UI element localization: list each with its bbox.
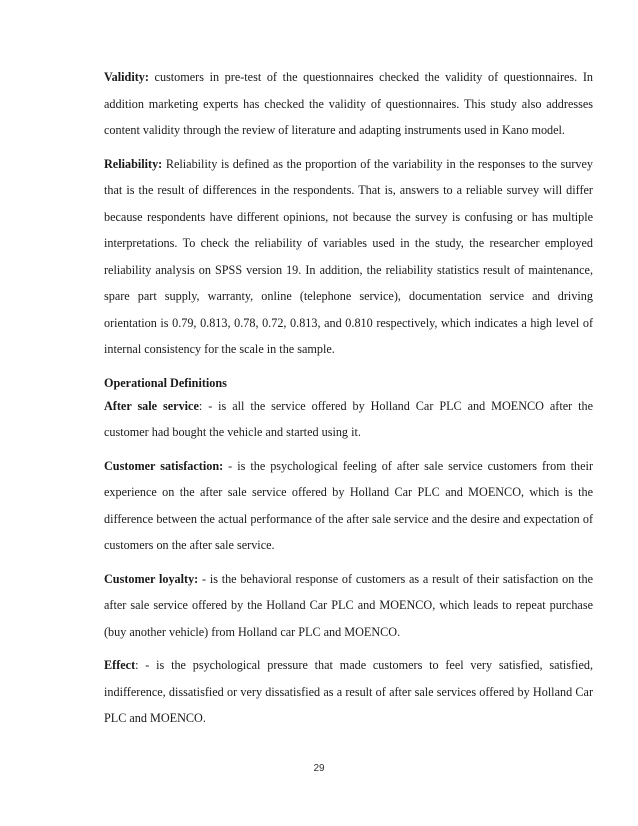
- validity-term: Validity:: [104, 70, 149, 84]
- document-body: [104, 64, 593, 732]
- customer-loyalty-text: - is the behavioral response of customers as a result of their satisfaction on the after sale service offered by the Holland Car PLC and MOENCO, which leads to repeat purchase (buy another vehicle) from Holland car PLC and MOENCO.: [104, 571, 593, 639]
- validity-text: customers in pre-test of the questionnaires checked the validity of questionnaires. In addition marketing experts has checked the validity of questionnaires. This study also addresses content validity through the review of literature and adapting instruments used in Kano model.: [104, 70, 593, 137]
- after-sale-service-paragraph: [104, 393, 593, 446]
- after-sale-service-text: : - is all the service offered by Holland Car PLC and MOENCO after the customer had bought the vehicle and started using it.: [104, 398, 594, 439]
- operational-definitions-heading: Operational Definitions: [104, 375, 227, 390]
- validity-paragraph: [104, 64, 593, 144]
- reliability-text: Reliability is defined as the proportion of the variability in the responses to the survey that is the result of differences in the respondents. That is, answers to a reliable survey will differ because respondents have different opinions, not because the survey is confusing or has multiple interpretations. To check the reliability of variables used in the study, the researcher employed reliability analysis on SPSS version 19. In addition, the reliability statistics result of maintenance, spare part supply, warranty, online (telephone service), documentation service and driving orientation is 0.79, 0.813, 0.78, 0.72, 0.813, and 0.810 respectively, which indicates a high level of internal consistency for the scale in the sample.: [104, 156, 593, 356]
- customer-satisfaction-text: - is the psychological feeling of after sale service customers from their experience on the after sale service offered by Holland Car PLC and MOENCO, which is the difference between the actual performance of the after sale service and the desire and expectation of customers on the after sale service.: [104, 458, 594, 552]
- after-sale-service-term: After sale service: [104, 398, 199, 413]
- reliability-term: Reliability:: [104, 156, 163, 171]
- customer-loyalty-term: Customer loyalty:: [104, 571, 199, 586]
- effect-paragraph: [104, 652, 593, 732]
- customer-satisfaction-paragraph: [104, 453, 593, 559]
- customer-satisfaction-term: Customer satisfaction:: [104, 458, 224, 473]
- page-number: 29: [313, 763, 325, 774]
- effect-term: Effect: [104, 658, 136, 672]
- effect-text: : - is the psychological pressure that made customers to feel very satisfied, satisfied, indifference, dissatisfied or very dissatisfied as a result of after sale services offered by Holland Car PLC and MOENCO.: [104, 658, 593, 725]
- customer-loyalty-paragraph: [104, 566, 593, 646]
- reliability-paragraph: [104, 151, 593, 363]
